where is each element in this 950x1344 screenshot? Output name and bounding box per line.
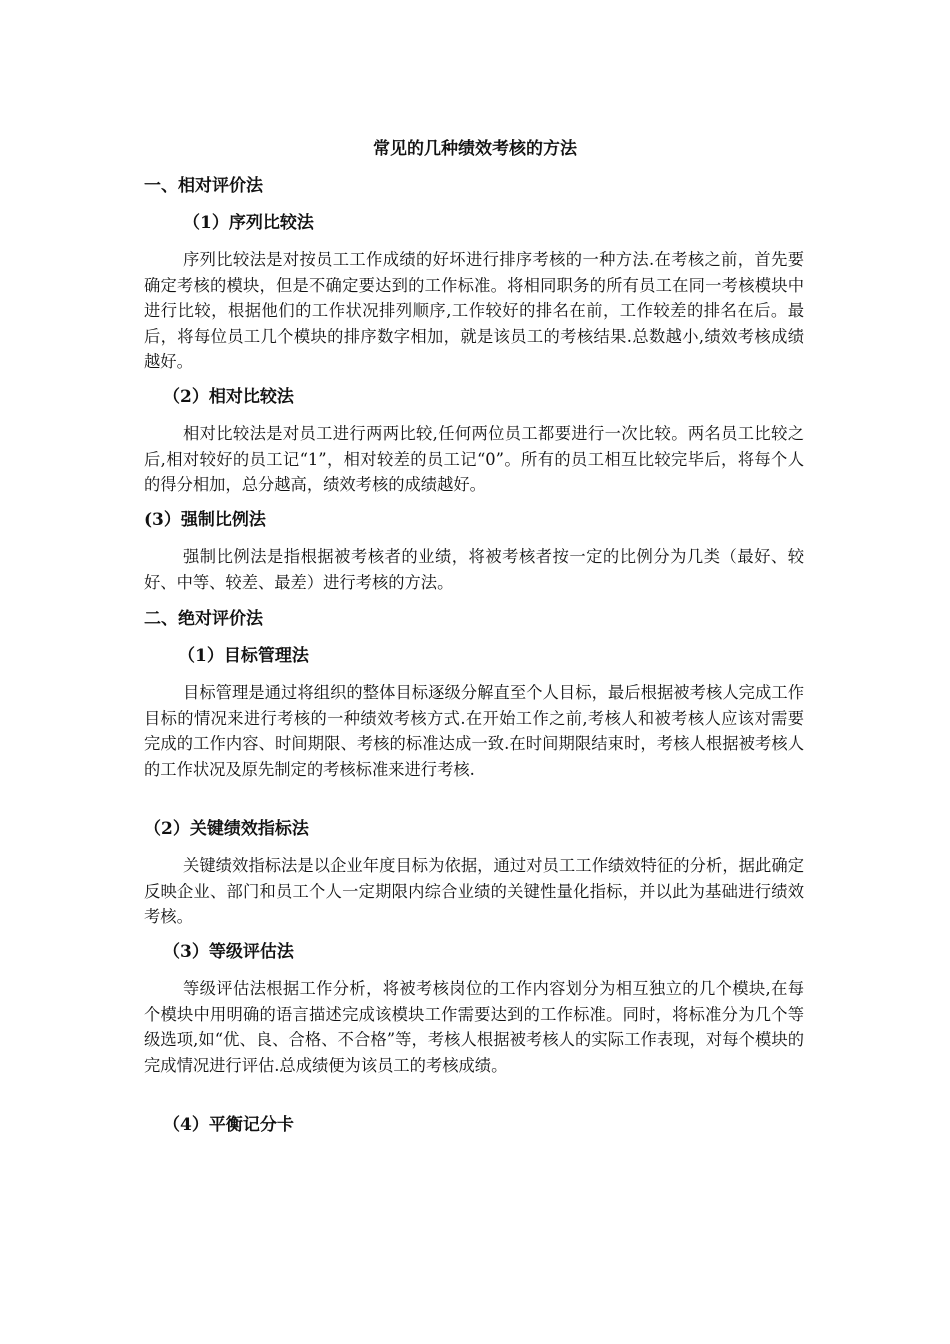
document-title: 常见的几种绩效考核的方法 (373, 139, 577, 159)
subsection-heading-mbo: （1）目标管理法 (178, 646, 309, 666)
section-heading-absolute-evaluation: 二、绝对评价法 (144, 609, 263, 629)
paragraph-ranking-method: 序列比较法是对按员工工作成绩的好坏进行排序考核的一种方法.在考核之前，首先要确定考核的模块，但是不确定要达到的工作标准。将相同职务的所有员工在同一考核模块中进行比较，根据他们的工作状况排列顺序,工作较好的排名在前，工作较差的排名在后。最后，将每位员工几个模块的排序数字相加，就是该员工的考核结果.总数越小,绩效考核成绩越好。 (144, 250, 804, 371)
subsection-heading-grading-method: （3）等级评估法 (163, 942, 294, 962)
subsection-heading-paired-comparison: （2）相对比较法 (163, 387, 294, 407)
section-heading-relative-evaluation: 一、相对评价法 (144, 176, 263, 196)
paragraph-grading-method: 等级评估法根据工作分析，将被考核岗位的工作内容划分为相互独立的几个模块,在每个模块中用明确的语言描述完成该模块工作需要达到的工作标准。同时，将标准分为几个等级选项,如“优、良、合格、不合格”等，考核人根据被考核人的实际工作表现，对每个模块的完成情况进行评估.总成绩便为该员工的考核成绩。 (144, 979, 804, 1075)
subsection-heading-balanced-scorecard: （4）平衡记分卡 (163, 1115, 294, 1135)
paragraph-forced-distribution: 强制比例法是指根据被考核者的业绩，将被考核者按一定的比例分为几类（最好、较好、中等、较差、最差）进行考核的方法。 (144, 547, 804, 592)
subsection-heading-kpi: （2）关键绩效指标法 (144, 819, 309, 839)
paragraph-kpi: 关键绩效指标法是以企业年度目标为依据，通过对员工工作绩效特征的分析，据此确定反映企业、部门和员工个人一定期限内综合业绩的关键性量化指标，并以此为基础进行绩效考核。 (144, 856, 804, 926)
paragraph-mbo: 目标管理是通过将组织的整体目标逐级分解直至个人目标，最后根据被考核人完成工作目标的情况来进行考核的一种绩效考核方式.在开始工作之前,考核人和被考核人应该对需要完成的工作内容、时间期限、考核的标准达成一致.在时间期限结束时，考核人根据被考核人的工作状况及原先制定的考核标准来进行考核. (144, 683, 804, 779)
subsection-heading-ranking-method: （1）序列比较法 (183, 213, 314, 233)
subsection-heading-forced-distribution: (3）强制比例法 (144, 510, 266, 530)
paragraph-paired-comparison: 相对比较法是对员工进行两两比较,任何两位员工都要进行一次比较。两名员工比较之后,相对较好的员工记“1”，相对较差的员工记“0”。所有的员工相互比较完毕后，将每个人的得分相加，总分越高，绩效考核的成绩越好。 (144, 424, 804, 494)
